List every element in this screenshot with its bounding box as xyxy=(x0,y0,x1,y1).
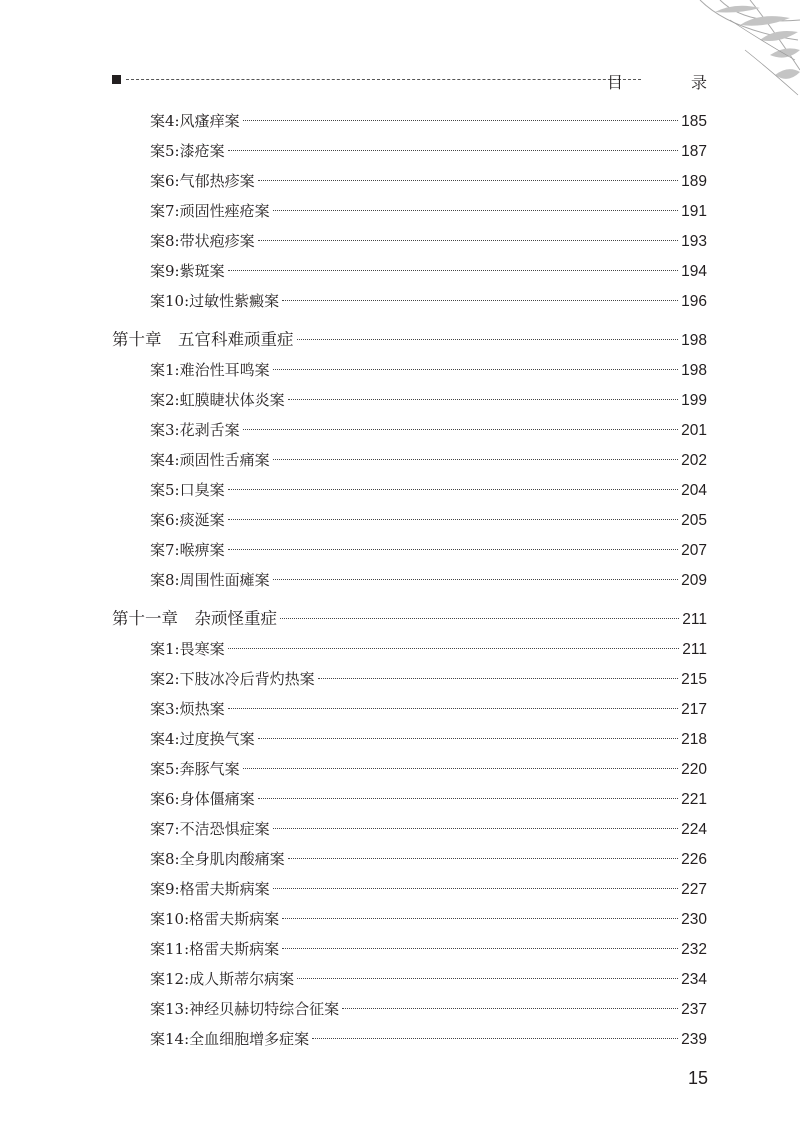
toc-entry-title: 案6:痰涎案 xyxy=(150,511,225,529)
dot-leader xyxy=(280,618,679,619)
table-of-contents xyxy=(112,106,707,1054)
dot-leader xyxy=(228,270,679,271)
running-header xyxy=(112,70,733,94)
dot-leader xyxy=(228,648,680,649)
toc-entry-page: 194 xyxy=(681,263,707,280)
toc-case-entry[interactable] xyxy=(112,724,707,754)
toc-entry-page: 234 xyxy=(681,971,707,988)
toc-case-entry[interactable] xyxy=(112,355,707,385)
toc-entry-title: 案4:过度换气案 xyxy=(150,730,255,748)
toc-entry-title: 案8:带状疱疹案 xyxy=(150,232,255,250)
dot-leader xyxy=(258,738,679,739)
toc-entry-page: 209 xyxy=(681,572,707,589)
toc-entry-page: 218 xyxy=(681,731,707,748)
dot-leader xyxy=(297,339,679,340)
toc-case-entry[interactable] xyxy=(112,994,707,1024)
toc-case-entry[interactable] xyxy=(112,565,707,595)
toc-case-entry[interactable] xyxy=(112,964,707,994)
toc-case-entry[interactable] xyxy=(112,256,707,286)
toc-entry-page: 215 xyxy=(681,671,707,688)
toc-case-entry[interactable] xyxy=(112,844,707,874)
toc-chapter-entry[interactable] xyxy=(112,325,707,355)
toc-entry-page: 198 xyxy=(681,362,707,379)
toc-entry-page: 226 xyxy=(681,851,707,868)
toc-entry-title: 案7:喉痹案 xyxy=(150,541,225,559)
toc-entry-title: 案9:紫斑案 xyxy=(150,262,225,280)
toc-entry-page: 189 xyxy=(681,173,707,190)
toc-entry-title: 案12:成人斯蒂尔病案 xyxy=(150,970,295,988)
dot-leader xyxy=(228,519,679,520)
toc-entry-page: 221 xyxy=(681,791,707,808)
toc-entry-title: 案6:身体僵痛案 xyxy=(150,790,255,808)
dot-leader xyxy=(243,768,679,769)
toc-entry-page: 220 xyxy=(681,761,707,778)
toc-entry-title: 第十章 五官科难顽重症 xyxy=(112,330,294,349)
toc-entry-page: 224 xyxy=(681,821,707,838)
toc-case-entry[interactable] xyxy=(112,475,707,505)
dot-leader xyxy=(288,399,679,400)
toc-case-entry[interactable] xyxy=(112,694,707,724)
toc-entry-title: 案10:过敏性紫癜案 xyxy=(150,292,280,310)
toc-entry-title: 案8:周围性面瘫案 xyxy=(150,571,270,589)
toc-case-entry[interactable] xyxy=(112,415,707,445)
dot-leader xyxy=(228,150,679,151)
dot-leader xyxy=(228,549,679,550)
toc-entry-page: 187 xyxy=(681,143,707,160)
toc-entry-title: 案4:风瘙痒案 xyxy=(150,112,240,130)
toc-entry-title: 第十一章 杂顽怪重症 xyxy=(112,609,277,628)
dot-leader xyxy=(258,798,679,799)
toc-entry-title: 案5:奔豚气案 xyxy=(150,760,240,778)
toc-case-entry[interactable] xyxy=(112,904,707,934)
page-number: 15 xyxy=(687,1068,708,1088)
toc-entry-page: 211 xyxy=(682,641,707,658)
toc-entry-title: 案5:漆疮案 xyxy=(150,142,225,160)
toc-entry-title: 案9:格雷夫斯病案 xyxy=(150,880,270,898)
dot-leader xyxy=(273,459,679,460)
dot-leader xyxy=(258,240,679,241)
toc-entry-page: 204 xyxy=(681,482,707,499)
dot-leader xyxy=(282,948,678,949)
toc-entry-page: 207 xyxy=(681,542,707,559)
dot-leader xyxy=(282,300,678,301)
toc-case-entry[interactable] xyxy=(112,1024,707,1054)
toc-entry-page: 239 xyxy=(681,1031,707,1048)
dot-leader xyxy=(258,180,679,181)
toc-entry-page: 232 xyxy=(681,941,707,958)
toc-case-entry[interactable] xyxy=(112,226,707,256)
dot-leader xyxy=(228,489,679,490)
toc-case-entry[interactable] xyxy=(112,754,707,784)
header-square-mark xyxy=(112,75,121,84)
toc-case-entry[interactable] xyxy=(112,136,707,166)
dot-leader xyxy=(273,369,679,370)
toc-case-entry[interactable] xyxy=(112,385,707,415)
header-title: 目 录 xyxy=(606,73,733,92)
toc-case-entry[interactable] xyxy=(112,445,707,475)
toc-entry-page: 201 xyxy=(681,422,707,439)
toc-entry-page: 202 xyxy=(681,452,707,469)
toc-entry-title: 案10:格雷夫斯病案 xyxy=(150,910,280,928)
dot-leader xyxy=(288,858,679,859)
toc-entry-title: 案14:全血细胞增多症案 xyxy=(150,1030,310,1048)
toc-entry-page: 185 xyxy=(681,113,707,130)
toc-entry-title: 案1:难治性耳鸣案 xyxy=(150,361,270,379)
dot-leader xyxy=(312,1038,678,1039)
toc-entry-title: 案7:顽固性痤疮案 xyxy=(150,202,270,220)
dot-leader xyxy=(318,678,679,679)
dot-leader xyxy=(228,708,679,709)
toc-case-entry[interactable] xyxy=(112,634,707,664)
dot-leader xyxy=(342,1008,678,1009)
toc-entry-title: 案2:下肢冰冷后背灼热案 xyxy=(150,670,315,688)
toc-entry-title: 案7:不洁恐惧症案 xyxy=(150,820,270,838)
toc-case-entry[interactable] xyxy=(112,535,707,565)
dot-leader xyxy=(243,120,679,121)
toc-entry-title: 案2:虹膜睫状体炎案 xyxy=(150,391,285,409)
dot-leader xyxy=(243,429,679,430)
toc-entry-title: 案6:气郁热疹案 xyxy=(150,172,255,190)
toc-entry-title: 案1:畏寒案 xyxy=(150,640,225,658)
toc-case-entry[interactable] xyxy=(112,814,707,844)
toc-case-entry[interactable] xyxy=(112,664,707,694)
dot-leader xyxy=(273,579,679,580)
toc-entry-page: 196 xyxy=(681,293,707,310)
toc-entry-page: 205 xyxy=(681,512,707,529)
toc-entry-page: 198 xyxy=(681,332,707,349)
toc-case-entry[interactable] xyxy=(112,166,707,196)
toc-entry-page: 217 xyxy=(681,701,707,718)
dot-leader xyxy=(273,828,679,829)
toc-case-entry[interactable] xyxy=(112,874,707,904)
toc-entry-title: 案13:神经贝赫切特综合征案 xyxy=(150,1000,340,1018)
toc-entry-page: 211 xyxy=(682,611,707,628)
toc-entry-title: 案3:烦热案 xyxy=(150,700,225,718)
dot-leader xyxy=(273,888,679,889)
toc-entry-title: 案3:花剥舌案 xyxy=(150,421,240,439)
toc-case-entry[interactable] xyxy=(112,505,707,535)
toc-entry-page: 193 xyxy=(681,233,707,250)
toc-entry-title: 案11:格雷夫斯病案 xyxy=(150,940,280,958)
toc-entry-title: 案4:顽固性舌痛案 xyxy=(150,451,270,469)
dot-leader xyxy=(297,978,678,979)
toc-case-entry[interactable] xyxy=(112,196,707,226)
toc-entry-page: 230 xyxy=(681,911,707,928)
toc-entry-page: 227 xyxy=(681,881,707,898)
toc-entry-page: 237 xyxy=(681,1001,707,1018)
toc-entry-page: 199 xyxy=(681,392,707,409)
toc-entry-title: 案5:口臭案 xyxy=(150,481,225,499)
dot-leader xyxy=(282,918,678,919)
toc-entry-page: 191 xyxy=(681,203,707,220)
dot-leader xyxy=(273,210,679,211)
toc-case-entry[interactable] xyxy=(112,784,707,814)
toc-chapter-entry[interactable] xyxy=(112,604,707,634)
toc-case-entry[interactable] xyxy=(112,286,707,316)
toc-case-entry[interactable] xyxy=(112,934,707,964)
toc-entry-title: 案8:全身肌肉酸痛案 xyxy=(150,850,285,868)
header-dashed-rule xyxy=(126,79,641,80)
toc-case-entry[interactable] xyxy=(112,106,707,136)
